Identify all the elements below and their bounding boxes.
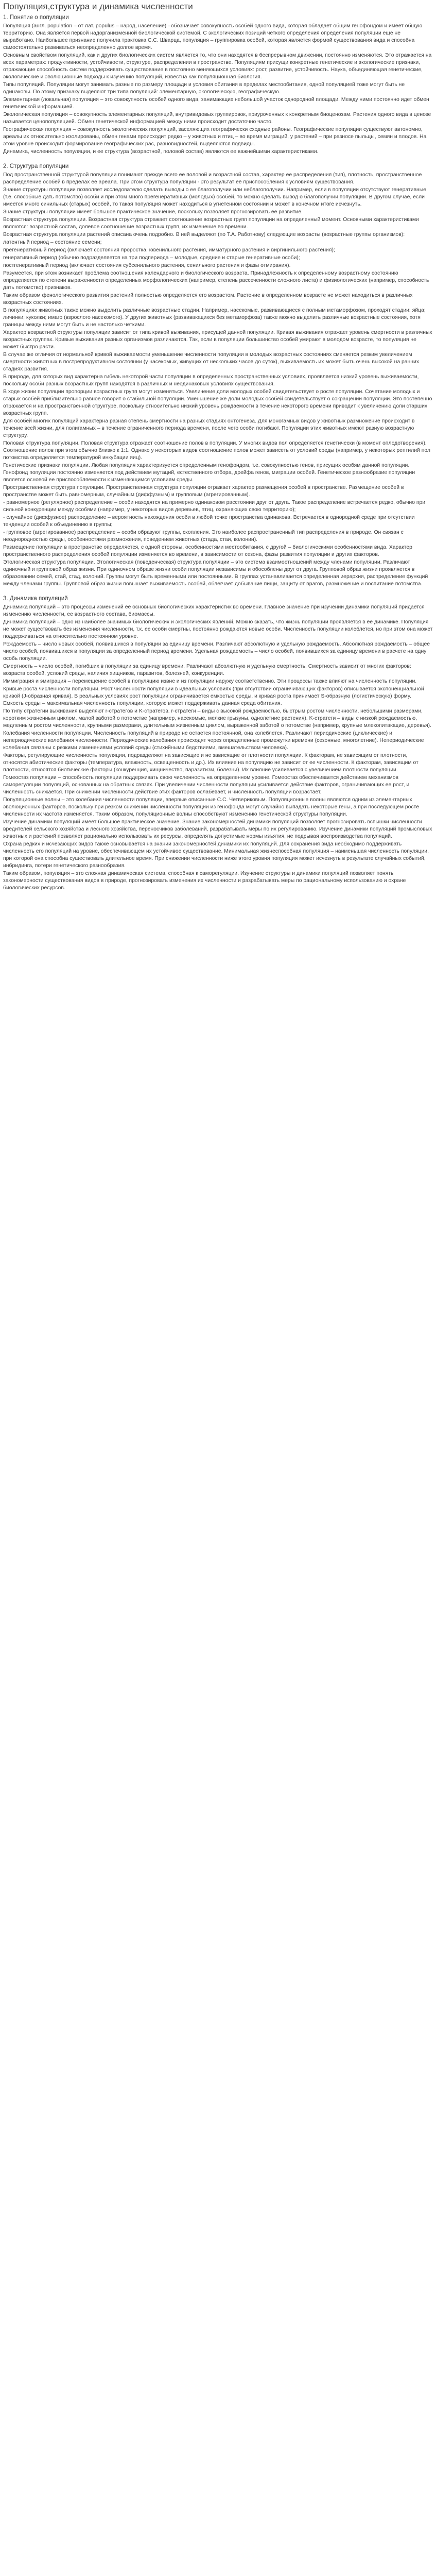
paragraph: Популяция (англ. population – от лат. populus – народ, население) –обозначает совокупность особей одного вида, которая обладает общим генофондом и имеет общую территорию. Она является первой надорганизменной биологической системой. С экологических позиций четкого определения определения популяции еще не выработано. Наибольшее признание получила трактовка С.С. Шварца, популяция – группировка особей, которая является формой существования вида и способна самостоятельно развиваться неопределенно долгое время. [3,23,423,50]
paragraph: Размещение популяции в пространстве определяется, с одной стороны, особенностями местообитания, с другой – биологическими особенностями вида. Характер пространственного распределения особей популяции изменяется во времени, в зависимости от сезона, фазы развития популяции и других факторов. [3,545,412,557]
paragraph: латентный период – состояние семени; [3,240,102,245]
paragraph: Характер возрастной структуры популяции зависит от типа кривой выживания, присущей данной популяции. Кривая выживания отражает уровень смертности в различных возрастных группах. Кривые выживания разных организмов различаются. Так, если в популяции большинство особей умирают в молодом возрасте, то популяция не может быстро расти. [3,330,432,350]
paragraph: прегенеративный период (включает состояния проростка, ювенильного растения, имматурного растения и виргинильного растения); [3,247,335,253]
paragraph: Элементарная (локальная) популяция – это совокупность особей одного вида, занимающих небольшой участок однородной площади. Между ними постоянно идет обмен генетической информацией. [3,97,429,110]
paragraph: В природе, для которых вид характерна гибель некоторой части популяции в определенных пространственных условиях, проявляется низкий уровень выживаемости, поскольку особи разных возрастных групп находятся в различных и неодинаковых условиях существования. [3,374,419,387]
paragraph: Динамика, численность популяции, и ее структура (возрастной, половой состав) являются ее важнейшими характеристиками. [3,149,319,155]
paragraph: Кривые роста численности популяции. Рост численности популяции в идеальных условиях (при отсутствии ограничивающих факторов) описывается экспоненциальной кривой (J-образная кривая). В реальных условиях рост популяции ограничивается емкостью среды, и кривая роста принимает S-образную (логистическую) форму. Емкость среды – максимальная численность популяции, которую может поддерживать данная среда обитания. [3,686,424,706]
paragraph: Основным свойством популяций, как и других биологических систем является то, что они находятся в беспрерывном движении, постоянно изменяются. Это отражается на всех параметрах: продуктивности, устойчивости, структуре, распределении в пространстве. Популяциям присущи конкретные генетические и экологические признаки, отражающие способность систем поддерживать существование в постоянно меняющихся условиях: рост, развитие, устойчивость. Наука, объединяющая генетические, экологические и эволюционные подходы к изучению популяций, известна как популяционная биология. [3,53,432,80]
paragraph: Возрастная структура популяции. Возрастная структура отражает соотношение возрастных групп популяции на определенный момент. Основными характеристиками являются: возрастной состав, долевое соотношение возрастных групп, их изменение во времени. [3,217,419,230]
paragraph: По типу стратегии выживания выделяют r-стратегов и K-стратегов. r-стратеги – виды с высокой рождаемостью, быстрым ростом численности, небольшими размерами, коротким жизненным циклом, малой заботой о потомстве (например, насекомые, мелкие грызуны, однолетние растения). K-стратеги – виды с низкой рождаемостью, медленным ростом численности, крупными размерами, длительным жизненным циклом, выраженной заботой о потомстве (например, крупные млекопитающие, деревья). [3,708,431,728]
paragraph: Генетические признаки популяции. Любая популяция характеризуется определенным генофондом, т.е. совокупностью генов, присущих особям данной популяции. Генофонд популяции постоянно изменяется под действием мутаций, естественного отбора, дрейфа генов, миграции особей. Генетическое разнообразие популяции является основой ее приспособляемости к изменяющимся условиям среды. [3,463,415,483]
paragraph: Динамика популяций – это процессы изменений ее основных биологических характеристик во времени. Главное значение при изучении динамики популяций придается изменению численности, ее возрастного состава, биомассы. [3,604,425,617]
paragraph: Динамика популяций – одно из наиболее значимых биологических и экологических явлений. Можно сказать, что жизнь популяции проявляется в ее динамике. Популяция не может существовать без изменения численности, т.к. ее особи смертны, постоянно рождаются новые особи. Численность популяции колеблется, но при этом она может поддерживаться на относительно постоянном уровне. [3,619,433,639]
document-body [3,14,433,892]
paragraph: Охрана редких и исчезающих видов также основывается на знании закономерностей динамики их популяций. Для сохранения вида необходимо поддерживать численность его популяций на уровне, обеспечивающем их устойчивое существование. Минимальная жизнеспособная популяция – наименьшая численность популяции, при которой она способна существовать длительное время. При снижении численности ниже этого уровня популяция может исчезнуть в результате случайных событий, инбридинга, потери генетического разнообразия. [3,841,429,869]
paragraph: Этологическая структура популяции. Этологическая (поведенческая) структура популяции – это система взаимоотношений между членами популяции. Различают одиночный и групповой образ жизни. При одиночном образе жизни особи популяции независимы и обособлены друг от друга. Групповой образ жизни проявляется в образовании семей, стай, стад, колоний. Группы могут быть временными или постоянными. В группах устанавливается определенная иерархия, распределение функций между членами группы. Групповой образ жизни повышает выживаемость особей, облегчает добывание пищи, защиту от врагов, размножение и воспитание потомства. [3,560,428,587]
document-page [3,0,433,892]
paragraph: - групповое (агрегированное) распределение – особи образуют группы, скопления. Это наиболее распространенный тип распределения в природе. Он связан с неоднородностью среды, особенностями размножения, поведением животных (стада, стаи, колонии). [3,530,404,543]
paragraph: генеративный период (обычно подразделяется на три подпериода – молодые, средние и старые генеративные особи); [3,255,300,261]
paragraph: Пространственная структура популяции. Пространственная структура популяции отражает характер размещения особей в пространстве. Размещение особей в пространстве может быть равномерным, случайным (диффузным) и групповым (агрегированным). [3,485,404,498]
paragraph: постгенеративный период (включает состояния субсенильного растения, сенильного растения и фазы отмирания). [3,263,291,268]
paragraph: Географическая популяция – совокупность экологических популяций, заселяющих географически сходные районы. Географические популяции существуют автономно, ареалы их относительно изолированы, обмен генами происходит редко – у животных и птиц – во время миграций, у растений – при разносе пыльцы, семян и плодов. На этом уровне происходит формирование географических рас, разновидностей, выделяются подвиды. [3,127,427,147]
paragraph: - равномерное (регулярное) распределение – особи находятся на примерно одинаковом расстоянии друг от друга. Такое распределение встречается редко, обычно при сильной конкуренции между особями (например, у некоторых видов деревьев, птиц, охраняющих свою территорию); [3,500,426,513]
paragraph: В популяциях животных также можно выделить различные возрастные стадии. Например, насекомые, развивающиеся с полным метаморфозом, проходят стадии: яйца; личинки; куколки; имаго (взрослого насекомого). У других животных (развивающихся без метаморфоза) также можно выделить различные возрастные состояния, хотя границы между ними могут быть и не настолько четкими. [3,308,426,328]
paragraph: Популяционные волны – это колебания численности популяции, впервые описанные С.С. Четвериковым. Популяционные волны являются одним из элементарных эволюционных факторов, поскольку при резком снижении численности популяции из генофонда могут случайно выпадать некоторые гены, а при последующем росте численности их частота изменяется. Таким образом, популяционные волны способствуют изменению генетической структуры популяции. [3,797,420,817]
paragraph: Иммиграция и эмиграция – перемещение особей в популяцию извне и из популяции наружу соответственно. Эти процессы также влияют на численность популяции. [3,679,417,684]
paragraph: В ходе жизни популяции пропорции возрастных групп могут изменяться. Увеличение доли молодых особей свидетельствует о росте популяции. Сочетание молодых и старых особей приблизительно равное говорит о стабильной популяции. Уменьшение же доли молодых особей свидетельствует о сокращении популяции. Это постепенно отражается и на пространственной структуре, поскольку относительно низкий уровень рождаемости в течение некоторого времени приводит к увеличению доли старших возрастных групп. [3,389,432,416]
page-title: Популяция,структура и динамика численности [3,2,193,11]
paragraph: Колебания численности популяции. Численность популяций в природе не остается постоянной, она колеблется. Различают периодические (циклические) и непериодические колебания численности. Периодические колебания происходят через определенные промежутки времени (сезонные, многолетние). Непериодические колебания связаны с резкими изменениями условий среды (стихийными бедствиями, вмешательством человека). [3,731,424,751]
paragraph: Смертность – число особей, погибших в популяции за единицу времени. Различают абсолютную и удельную смертность. Смертность зависит от многих факторов: возраста особей, условий среды, наличия хищников, паразитов, болезней, конкуренции. [3,664,411,676]
paragraph: Половая структура популяции. Половая структура отражает соотношение полов в популяции. У многих видов пол определяется генетически (в момент оплодотворения). Соотношение полов при этом обычно близко к 1:1. Однако у некоторых видов соотношение полов может зависеть от условий среды (например, у некоторых рептилий пол потомства определяется температурой инкубации яиц). [3,440,430,461]
paragraph: Изучение динамики популяций имеет большое практическое значение. Знание закономерностей динамики популяций позволяет прогнозировать вспышки численности вредителей сельского хозяйства и лесного хозяйства, переносчиков заболеваний, разрабатывать меры по их регулированию. Изучение динамики популяций промысловых животных и растений позволяет рационально использовать их ресурсы, определять допустимые нормы изъятия, не подрывая воспроизводства популяций. [3,819,432,839]
paragraph: Гомеостаз популяции – способность популяции поддерживать свою численность на определенном уровне. Гомеостаз обеспечивается действием механизмов саморегуляции популяций, основанных на обратных связях. При увеличении численности популяции усиливается действие факторов, ограничивающих ее рост, и численность снижается. При снижении численности действие этих факторов ослабевает, и численность популяции возрастает. [3,775,410,795]
paragraph: Таким образом, популяция – это сложная динамическая система, способная к саморегуляции. Изучение структуры и динамики популяций позволяет понять закономерности существования видов в природе, прогнозировать изменения их численности и разрабатывать меры по рациональному использованию и охране биологических ресурсов. [3,871,406,891]
paragraph: Факторы, регулирующие численность популяции, подразделяют на зависящие и не зависящие от плотности популяции. К факторам, не зависящим от плотности, относятся абиотические факторы (температура, влажность, освещенность и др.). Их влияние на популяцию не зависит от ее численности. К факторам, зависящим от плотности, относятся биотические факторы (конкуренция, хищничество, паразитизм, болезни). Их влияние усиливается с увеличением плотности популяции. [3,753,418,773]
section-heading: 2. Структура популяции [3,163,69,170]
paragraph: - случайное (диффузное) распределение – вероятность нахождения особи в любой точке пространства одинакова. Встречается в однородной среде при отсутствии тенденции особей к объединению в группы; [3,515,415,528]
paragraph: Таким образом фенологического развития растений полностью определяется его возрастом. Растение в определенном возрасте не может находиться в различных возрастных состояниях. [3,293,413,306]
paragraph: Знание структуры популяции позволяет исследователю сделать выводы о ее благополучии или неблагополучии. Например, если в популяции отсутствуют генеративные (т.е. способные дать потомство) особи и при этом много прегенеративных (молодых) особей, то можно сделать вывод о благополучии популяции. В другом случае, если имеется много синильных (старых) особей, то такая популяция может находиться в угнетенном состоянии и может в конечном итоге исчезнуть. [3,187,426,207]
paragraph: Возрастная структура популяции растений описана очень подробно. В ней выделяют (по Т.А. Работнову) следующие возрасты (возрастные группы организмов): [3,232,405,238]
paragraph: Для особей многих популяций характерна разная степень смертности на разных стадиях онтогенеза. Для моногамных видов у животных размножение происходит в течение всей жизни, для полигамных – в течение ограниченного периода времени, после чего особи погибают. Популяции этих животных имеют разную возрастную структуру. [3,418,415,438]
paragraph: Рождаемость – число новых особей, появившихся в популяции за единицу времени. Различают абсолютную и удельную рождаемость. Абсолютная рождаемость – общее число особей, появившихся в популяции за определенный период времени. Удельная рождаемость – число особей, появившихся за единицу времени в расчете на одну особь популяции. [3,641,430,662]
paragraph: В случае же отличия от нормальной кривой выживаемости уменьшение численности популяции в молодых возрастных состояниях сменяется резким увеличением смертности животных в пострепродуктивном состоянии (у насекомых, живущих от нескольких часов до суток), выживаемость их может быть очень высокой на ранних стадиях развития. [3,352,420,372]
paragraph: Знание структуры популяции имеет большое практическое значение, поскольку позволяет прогнозировать ее развитие. [3,209,303,215]
section-heading: 3. Динамика популяций [3,596,68,602]
paragraph: Типы популяций. Популяции могут занимать разные по размеру площади и условия обитания в пределах местообитания, одной популяцией тоже могут быть не одинаковы. По этому признаку выделяют три типа популяций: элементарную, экологическую, географическую. [3,82,405,95]
paragraph: Экологическая популяция – совокупность элементарных популяций, внутривидовых группировок, приуроченных к конкретным биоценозам. Растения одного вида в ценозе называется ценопопуляцией. Обмен генетической информацией между ними происходит достаточно часто. [3,112,431,125]
paragraph: Под пространственной структурой популяции понимают прежде всего ее половой и возрастной состав, характер ее распределения (тип), плотность, пространственное распределение особей в пределах ее ареала. При этом структура популяции - это результат её приспособления к условиям существования. [3,172,422,185]
paragraph: Разумеется, при этом возникает проблема соотношения календарного и биологического возраста. Принадлежность к определенному возрастному состоянию определяется по степени выраженности определенных морфологических (например, степень рассеченности сложного листа) и физиологических (например, способность дать потомство) признаков. [3,270,429,291]
section-heading: 1. Понятие о популяции [3,14,69,21]
